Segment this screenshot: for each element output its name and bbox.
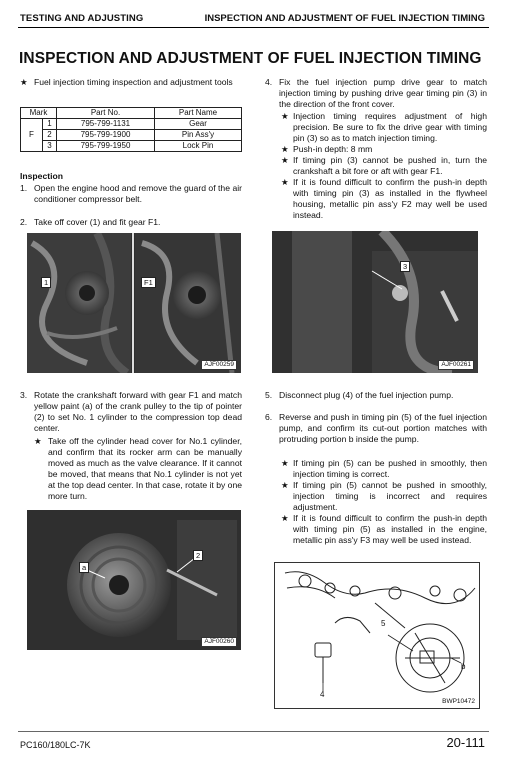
tools-table <box>20 107 242 152</box>
crank-pulley-illustration <box>27 510 241 650</box>
flywheel-housing-photo <box>272 231 478 373</box>
row-part-no: 795-799-1950 <box>57 141 155 152</box>
step-number: 3. <box>20 390 28 400</box>
row-part-name: Gear <box>155 119 242 130</box>
figure-id: AJF00260 <box>201 637 237 647</box>
note-text: If it is found difficult to confirm the push-in depth with timing pin (3) as installed in the flywheel housing, metallic pin ass'y F2 may well be used instead. <box>293 177 487 220</box>
callout-label: 3 <box>400 261 410 272</box>
note-text: If timing pin (5) cannot be pushed in smoothly, injection timing is incorrect and requires adjustment. <box>293 480 487 512</box>
row-mark: 3 <box>43 141 57 152</box>
note-item <box>281 458 487 480</box>
note-item <box>281 111 487 144</box>
footer-divider <box>18 731 489 732</box>
step-text: Take off cover (1) and fit gear F1. <box>34 217 161 227</box>
callout-label: 2 <box>193 550 203 561</box>
col-header-part-no: Part No. <box>57 108 155 119</box>
step-1 <box>20 183 242 205</box>
note-item <box>281 144 487 155</box>
row-part-name: Pin Ass'y <box>155 130 242 141</box>
note-text: If it is found difficult to confirm the push-in depth with timing pin (5) as installed in the engine, metallic pin ass'y F3 may well be used instead. <box>293 513 487 545</box>
callout-label: a <box>79 562 89 573</box>
star-icon: ★ <box>281 458 289 468</box>
note-text: Take off the cylinder head cover for No.1 cylinder, and confirm that its rocker arm can be manually moved as much as the valve clearance. If it cannot be moved, that means that No.1 cylinder is not yet at the top dead center. In that case, rotate it by one more turn. <box>48 436 242 501</box>
injection-pump-drawing <box>275 563 479 708</box>
note-text: If timing pin (3) cannot be pushed in, turn the crankshaft a bit fore or aft with gear F1. <box>293 155 487 176</box>
step-text: Open the engine hood and remove the guard of the air conditioner compressor belt. <box>34 183 242 204</box>
figure-id: BWP10472 <box>442 698 475 705</box>
page-number: 20-111 <box>446 735 485 750</box>
step-2 <box>20 217 242 228</box>
note-text: If timing pin (5) can be pushed in smoothly, then injection timing is correct. <box>293 458 487 479</box>
row-part-name: Lock Pin <box>155 141 242 152</box>
callout-label: 1 <box>41 277 51 288</box>
step-6 <box>265 412 487 445</box>
step-3 <box>20 390 242 434</box>
figure-id: AJF00261 <box>438 360 474 370</box>
star-icon: ★ <box>281 480 289 490</box>
tools-intro <box>20 77 242 88</box>
col-header-part-name: Part Name <box>155 108 242 119</box>
row-part-no: 795-799-1900 <box>57 130 155 141</box>
callout-label: 5 <box>381 619 386 628</box>
row-mark: 2 <box>43 130 57 141</box>
step-4 <box>265 77 487 110</box>
step-text: Reverse and push in timing pin (5) of the fuel injection pump, and confirm its cut-out portion matches with protruding portion b inside the pump. <box>279 412 487 444</box>
header-section-label: TESTING AND ADJUSTING <box>20 13 144 24</box>
table-row <box>21 119 242 130</box>
step-5 <box>265 390 487 401</box>
callout-label: b <box>461 662 466 671</box>
step-text: Fix the fuel injection pump drive gear to match injection timing by pushing drive gear timing pin (3) in the direction of the front cover. <box>279 77 487 109</box>
star-icon: ★ <box>20 77 28 87</box>
note-text: Injection timing requires adjustment of high precision. Be sure to fix the drive gear with timing pin (3) so as to match injection timing. <box>293 111 487 143</box>
note-item <box>281 513 487 546</box>
step-4-notes <box>281 111 487 221</box>
header-divider <box>18 27 489 28</box>
flywheel-housing-illustration <box>272 231 478 373</box>
row-part-no: 795-799-1131 <box>57 119 155 130</box>
group-mark: F <box>21 119 43 152</box>
step-text: Disconnect plug (4) of the fuel injection pump. <box>279 390 454 400</box>
tools-table-header <box>21 108 242 119</box>
note-item <box>281 480 487 513</box>
star-icon: ★ <box>281 144 289 154</box>
row-mark: 1 <box>43 119 57 130</box>
step-number: 5. <box>265 390 273 400</box>
step-6-notes <box>281 458 487 546</box>
step-number: 2. <box>20 217 28 227</box>
tools-intro-text: Fuel injection timing inspection and adjustment tools <box>34 77 233 87</box>
engine-photo-illustration <box>27 233 241 373</box>
table-row <box>21 141 242 152</box>
page-title: INSPECTION AND ADJUSTMENT OF FUEL INJECTION TIMING <box>19 50 482 67</box>
col-header-mark: Mark <box>21 108 57 119</box>
star-icon: ★ <box>281 513 289 523</box>
callout-label: F1 <box>141 277 156 288</box>
callout-label: 4 <box>320 690 325 699</box>
step-number: 4. <box>265 77 273 87</box>
crank-pulley-photo <box>27 510 241 650</box>
inspection-heading: Inspection <box>20 171 63 181</box>
step-number: 6. <box>265 412 273 422</box>
figure-id: AJF00259 <box>201 360 237 370</box>
step-number: 1. <box>20 183 28 193</box>
note-item <box>281 155 487 177</box>
injection-pump-diagram <box>274 562 480 709</box>
step-text: Rotate the crankshaft forward with gear F1 and match yellow paint (a) of the crank pulley to the tip of pointer (2) to set No. 1 cylinder to the compression top dead center. <box>34 390 242 433</box>
footer-model: PC160/180LC-7K <box>20 740 91 750</box>
note-text: Push-in depth: 8 mm <box>293 144 373 154</box>
engine-photo-cover-gear <box>27 233 241 373</box>
header-topic-label: INSPECTION AND ADJUSTMENT OF FUEL INJECTION TIMING <box>204 13 485 24</box>
step-3-note <box>34 436 242 502</box>
star-icon: ★ <box>281 177 289 187</box>
star-icon: ★ <box>34 436 42 446</box>
note-item <box>281 177 487 221</box>
table-row <box>21 130 242 141</box>
star-icon: ★ <box>281 111 289 121</box>
star-icon: ★ <box>281 155 289 165</box>
